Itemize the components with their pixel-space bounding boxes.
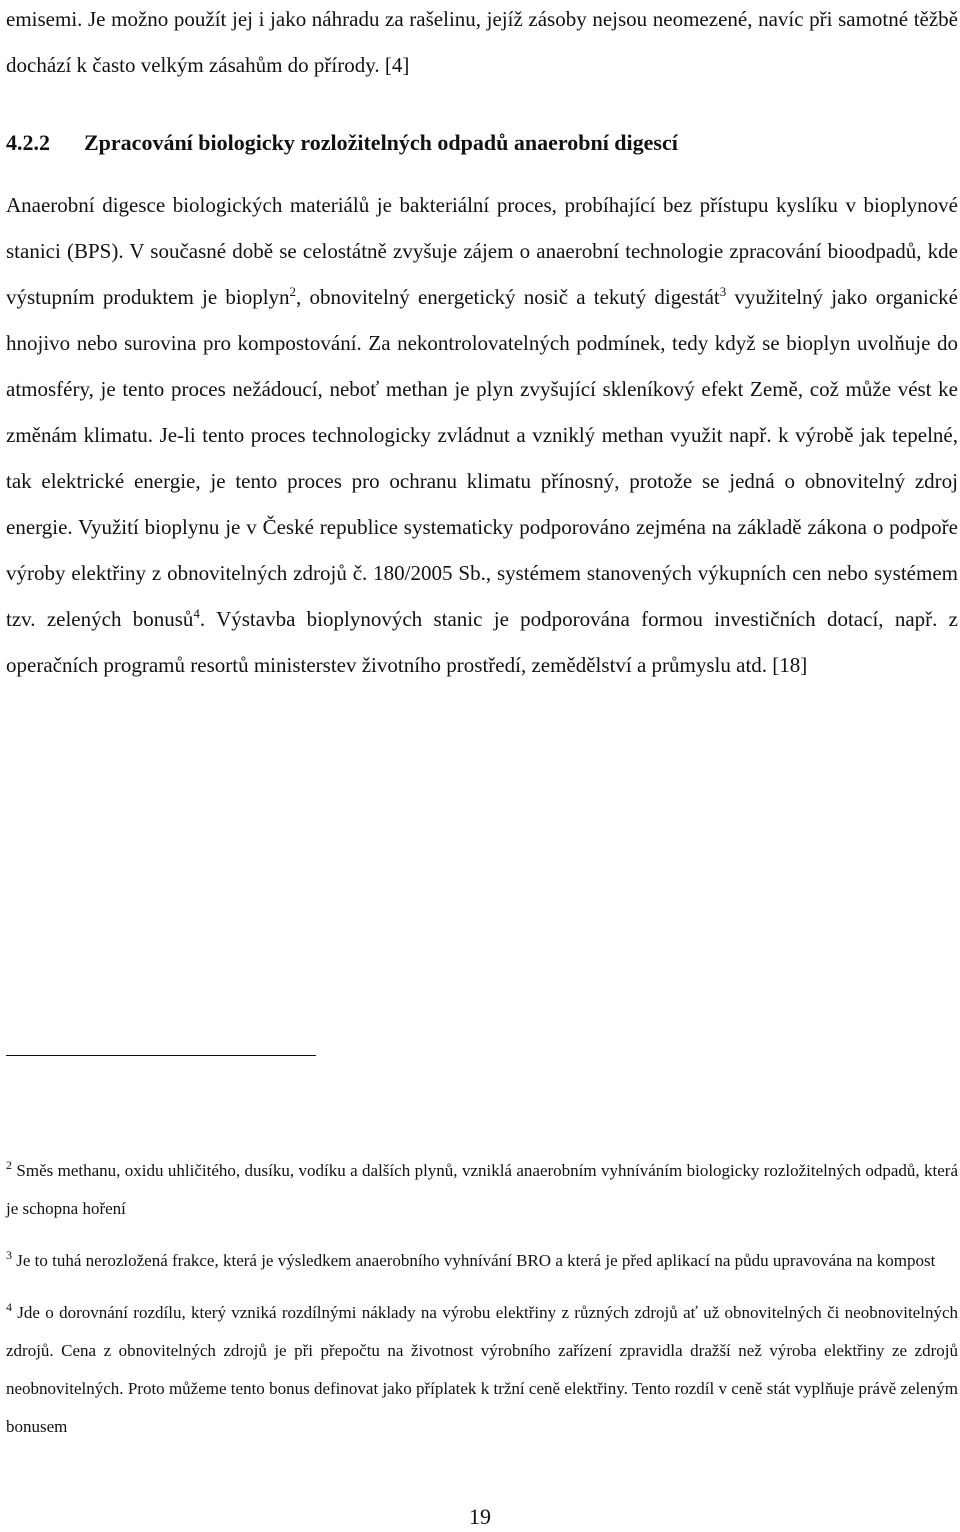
- footnote-separator: [6, 1055, 316, 1056]
- intro-paragraph: emisemi. Je možno použít jej i jako náhradu za rašelinu, jejíž zásoby nejsou neomezené, navíc při samotné těžbě dochází k často velkým zásahům do přírody. [4]: [6, 7, 958, 77]
- main-paragraph: [6, 182, 958, 688]
- paragraph-text-2: , obnovitelný energetický nosič a tekutý digestát: [296, 285, 720, 309]
- page-number: 19: [469, 1504, 491, 1529]
- footnote-marker: 2: [6, 1158, 12, 1172]
- footnote-marker: 4: [6, 1300, 12, 1314]
- footnote-2: [6, 1152, 958, 1228]
- footnote-text: Jde o dorovnání rozdílu, který vzniká rozdílnými náklady na výrobu elektřiny z různých zdrojů ať už obnovitelných či neobnovitelných zdrojů. Cena z obnovitelných zdrojů je při přepočtu na životnost výrobního zařízení zpravidla dražší než výroba elektřiny ze zdrojů neobnovitelných. Proto můžeme tento bonus definovat jako příplatek k tržní ceně elektřiny. Tento rozdíl v ceně stát vyplňuje právě zeleným bonusem: [6, 1303, 958, 1436]
- footnote-ref-2[interactable]: 2: [289, 284, 297, 299]
- section-number: 4.2.2: [6, 130, 50, 155]
- footnote-ref-4[interactable]: 4: [193, 606, 200, 621]
- footnote-text: Je to tuhá nerozložená frakce, která je výsledkem anaerobního vyhnívání BRO a která je před aplikací na půdu upravována na kompost: [12, 1251, 936, 1270]
- paragraph-text-4: . Výstavba bioplynových stanic je podporována formou investičních dotací, např. z operačních programů resortů ministerstev životního prostředí, zemědělství a průmyslu atd. [18]: [6, 607, 958, 677]
- footnotes: [6, 1152, 958, 1460]
- footnote-text: Směs methanu, oxidu uhličitého, dusíku, vodíku a dalších plynů, vzniklá anaerobním vyhníváním biologicky rozložitelných odpadů, která je schopna hoření: [6, 1161, 958, 1218]
- footnote-marker: 3: [6, 1248, 12, 1262]
- paragraph-text-1: Anaerobní digesce biologických materiálů je bakteriální proces, probíhající bez přístupu kyslíku v bioplynové stanici (BPS). V současné době se celostátně zvyšuje zájem o anaerobní technologie zpracování bioodpadů, kde výstupním produktem je bioplyn: [6, 193, 958, 309]
- footnote-4: [6, 1294, 958, 1446]
- section-title: Zpracování biologicky rozložitelných odpadů anaerobní digescí: [84, 130, 678, 155]
- footnote-3: [6, 1242, 958, 1280]
- footnote-ref-3[interactable]: 3: [719, 284, 727, 299]
- paragraph-text-3: využitelný jako organické hnojivo nebo surovina pro kompostování. Za nekontrolovatelných podmínek, tedy když se bioplyn uvolňuje do atmosféry, je tento proces nežádoucí, neboť methan je plyn zvyšující skleníkový efekt Země, což může vést ke změnám klimatu. Je-li tento proces technologicky zvládnut a vzniklý methan využit např. k výrobě jak tepelné, tak elektrické energie, je tento proces pro ochranu klimatu přínosný, protože se jedná o obnovitelný zdroj energie. Využití bioplynu je v České republice systematicky podporováno zejména na základě zákona o podpoře výroby elektřiny z obnovitelných zdrojů č. 180/2005 Sb., systémem stanovených výkupních cen nebo systémem tzv. zelených bonusů: [6, 285, 958, 631]
- section-heading: [6, 120, 956, 166]
